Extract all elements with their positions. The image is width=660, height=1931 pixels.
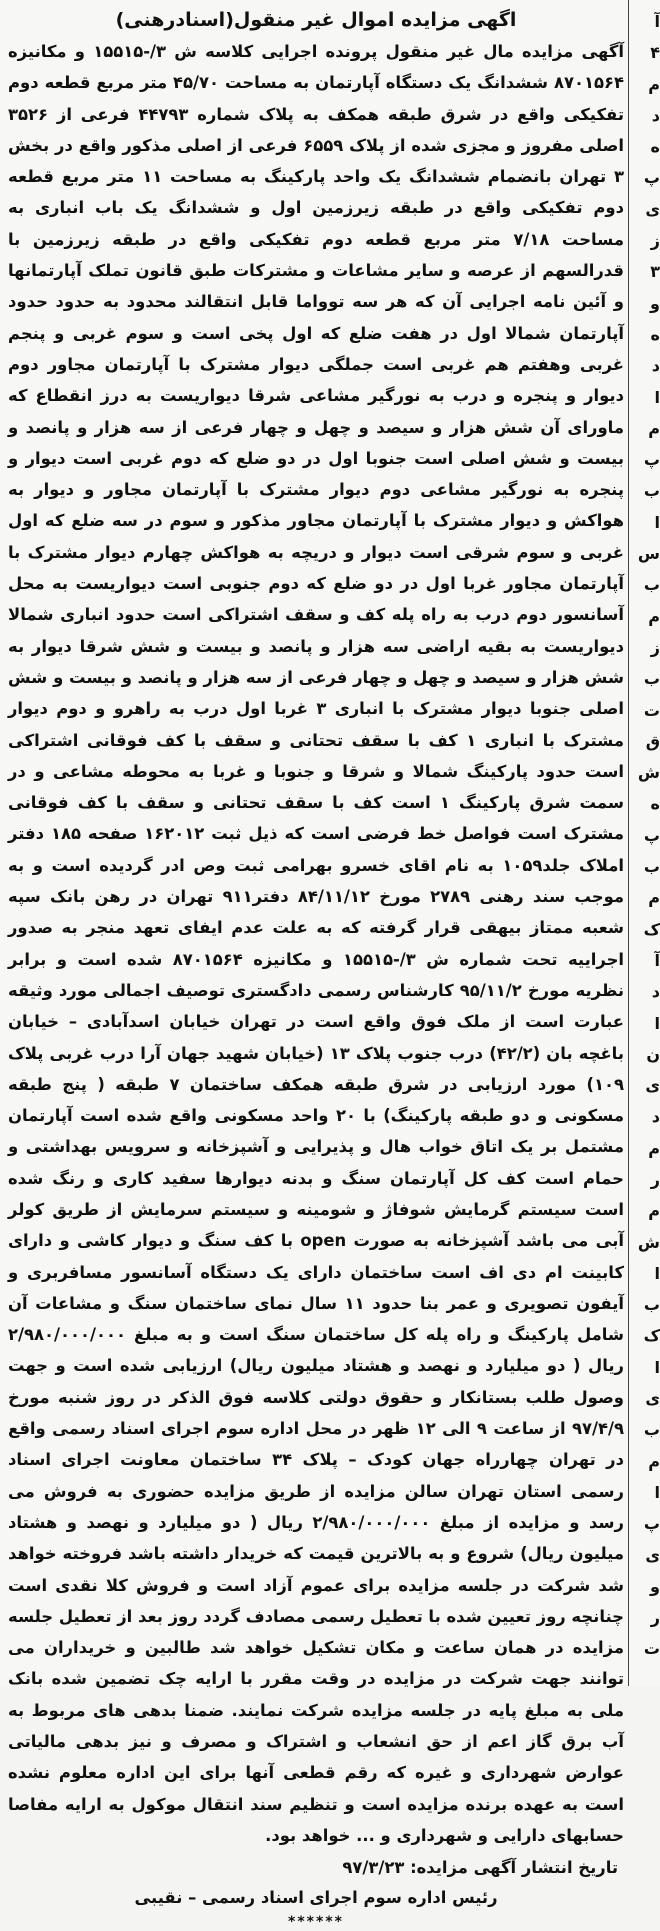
adjacent-fragment: ی xyxy=(645,199,660,219)
adjacent-fragment: پ xyxy=(643,450,660,470)
adjacent-fragment: ت xyxy=(643,700,660,720)
adjacent-fragment: پ xyxy=(643,825,660,845)
adjacent-fragment: م xyxy=(648,74,660,94)
adjacent-fragment: ۴ xyxy=(650,43,660,63)
adjacent-fragment: ش xyxy=(637,763,660,783)
adjacent-fragment: ن xyxy=(646,1044,660,1064)
signature-line: رئیس اداره سوم اجرای اسناد رسمی – نقیبی xyxy=(134,1888,498,1908)
adjacent-fragment: ز xyxy=(650,637,660,657)
adjacent-fragment: و xyxy=(650,1576,660,1596)
adjacent-fragment: پ xyxy=(643,1514,660,1534)
adjacent-fragment: ک xyxy=(643,1326,660,1346)
notice-title: اگهی مزایده اموال غیر منقول(اسنادرهنی) xyxy=(115,9,517,31)
adjacent-fragment: ز xyxy=(650,231,660,251)
notice-footer xyxy=(8,1853,624,1931)
column-divider xyxy=(628,0,629,1686)
adjacent-fragment: ر xyxy=(650,1169,660,1189)
adjacent-fragment: ب xyxy=(643,669,660,689)
adjacent-fragment: ا xyxy=(654,1482,660,1502)
publication-date: تاریخ انتشار آگهی مزایده: ۹۷/۳/۲۳ xyxy=(342,1858,618,1878)
adjacent-fragment: ا xyxy=(654,1357,660,1377)
adjacent-fragment: م xyxy=(648,418,660,438)
adjacent-fragment: ا xyxy=(654,1263,660,1283)
adjacent-fragment: ی xyxy=(645,1545,660,1565)
adjacent-fragment: د xyxy=(651,105,660,125)
end-stars: ****** xyxy=(288,1914,344,1931)
adjacent-fragment: ۳ xyxy=(650,262,660,282)
auction-notice xyxy=(8,6,624,1931)
adjacent-fragment: ک xyxy=(643,919,660,939)
adjacent-fragment: م xyxy=(648,1451,660,1471)
adjacent-fragment: ی xyxy=(645,1389,660,1409)
adjacent-fragment: آ xyxy=(654,12,660,31)
adjacent-fragment: ب xyxy=(643,575,660,595)
adjacent-fragment: ب xyxy=(643,1420,660,1440)
adjacent-fragment: ه xyxy=(650,137,660,157)
adjacent-fragment: پ xyxy=(643,168,660,188)
adjacent-fragment: م xyxy=(648,888,660,908)
adjacent-fragment: ه xyxy=(650,324,660,344)
adjacent-column-fragment xyxy=(632,6,660,1676)
adjacent-fragment: و xyxy=(650,293,660,313)
adjacent-fragment: ی xyxy=(645,1076,660,1096)
adjacent-fragment: م xyxy=(648,606,660,626)
adjacent-fragment: آ xyxy=(654,950,660,970)
adjacent-fragment: ب xyxy=(643,481,660,501)
adjacent-fragment: د xyxy=(651,982,660,1002)
adjacent-fragment: د xyxy=(651,356,660,376)
adjacent-fragment: ا xyxy=(654,512,660,532)
adjacent-fragment: م xyxy=(648,1138,660,1158)
adjacent-fragment: ا xyxy=(654,1013,660,1033)
adjacent-fragment: ر xyxy=(650,1608,660,1628)
adjacent-fragment: ا xyxy=(654,387,660,407)
adjacent-fragment: ت xyxy=(643,1639,660,1659)
adjacent-fragment: ب xyxy=(643,857,660,877)
adjacent-fragment: د xyxy=(651,1107,660,1127)
notice-body: آگهی مزایده مال غیر منقول پرونده اجرایی کلاسه ش ۳/-۱۵۵۱۵ و مکانیزه ۸۷۰۱۵۶۴ ششدانگ یک دستگاه آپارتمان به مساحت ۴۵/۷۰ متر مربع قطعه دوم تفکیکی واقع در شرق طبقه همکف به پلاک شماره ۴۴۷۹۳ فرعی از ۳۵۲۶ اصلی مفروز و مجزی شده از پلاک ۶۵۵۹ فرعی از اصلی مذکور واقع در بخش ۳ تهران بانضمام ششدانگ یک واحد پارکینگ به مساحت ۱۱ متر مربع قطعه دوم تفکیکی واقع در طبقه زیرزمین اول و ششدانگ یک باب انباری به مساحت ۷/۱۸ متر مربع قطعه دوم تفکیکی واقع در طبقه زیرزمین با قدرالسهم از عرصه و سایر مشاعات و مشترکات طبق قانون تملک آپارتمانها و آئین نامه اجرایی آن که هر سه توواما قابل انتقالند محدود به حدود حدود آپارتمان شمالا اول در هفت ضلع که اول پخی است و سوم غربی و پنجم غربی وهفتم هم غربی است جملگی دیوار مشترک با آپارتمان مجاور دوم دیوار و پنجره و درب به نورگیر مشاعی شرقا دیواریست به درز انقطاع که ماورای آن شش هزار و سیصد و چهل و چهار فرعی از سه هزار و پانصد و بیست و شش اصلی است جنوبا اول در دو ضلع که دوم غربی است دیوار و پنجره به نورگیر مشاعی دوم دیوار مشترک با آپارتمان مجاور و دیوار به هواکش و دیوار مشترک با آپارتمان مجاور مذکور و سوم در سه ضلع که اول غربی و سوم شرقی است دیوار و دریچه به هواکش چهارم دیوار مشترک با آپارتمان مجاور غربا اول در دو ضلع که دوم جنوبی است دیواریست به محل آسانسور دوم درب به راه پله کف و سقف اشتراکی است حدود انباری شمالا دیواریست به بقیه اراضی سه هزار و پانصد و بیست و شش شرقا دیوار به شش هزار و سیصد و چهل و چهار فرعی از سه هزار و پانصد و بیست و شش اصلی جنوبا دیوار مشترک با انباری ۳ غربا اول درب به راهرو و دوم دیوار مشترک با انباری ۱ کف با سقف تحتانی و سقف با کف فوقانی اشتراکی است حدود پارکینگ شمالا و شرقا و جنوبا و غربا به محوطه مشاعی و در سمت شرق پارکینگ ۱ است کف با سقف تحتانی و سقف با کف فوقانی مشترک است فواصل خط فرضی است که ذیل ثبت ۱۶۲۰۱۲ صفحه ۱۸۵ دفتر املاک جلد۱۰۵۹ به نام اقای خسرو بهرامی ثبت وص ادر گردیده است و به موجب سند رهنی ۲۷۸۹ مورخ ۸۴/۱۱/۱۲ دفتر۹۱۱ تهران در رهن بانک سپه شعبه ممتاز بیهقی قرار گرفته که به علت عدم ایفای تعهد منجر به صدور اجراییه تحت شماره ش ۳/-۱۵۵۱۵ و مکانیزه ۸۷۰۱۵۶۴ شده است و برابر نظریه مورخ ۹۵/۱۱/۲ کارشناس رسمی دادگستری توصیف اجمالی مورد وثیقه عبارت است از ملک فوق واقع است در تهران خیابان اسدآبادی – خیابان باغچه بان (۴۲/۲) درب جنوب پلاک ۱۳ (خیابان شهید جهان آرا درب غربی پلاک ۱۰۹) مورد ارزیابی در شرق طبقه همکف ساختمان ۷ طبقه ( پنج طبقه مسکونی و دو طبقه پارکینگ) با ۲۰ واحد مسکونی واقع شده است آپارتمان مشتمل بر یک اتاق خواب هال و پذیرایی و آشپزخانه و سرویس بهداشتی و حمام است کف کل آپارتمان سنگ و بدنه دیوارها سفید کاری و رنگ شده است سیستم گرمایش شوفاژ و شومینه و سیستم سرمایش از طریق کولر آبی می باشد آشپزخانه به صورت open با کف سنگ و دیوار کاشی و دارای کابینت ام دی اف است ساختمان دارای یک دستگاه آسانسور مسافربری و آیفون تصویری و عمر بنا حدود ۱۱ سال نمای ساختمان سنگ و مشاعات آن شامل پارکینگ و راه پله کل ساختمان سنگ است و به مبلغ ۲/۹۸۰/۰۰۰/۰۰۰ ریال ( دو میلیارد و نهصد و هشتاد میلیون ریال) ارزیابی شده است و جهت وصول طلب بستانکار و حقوق دولتی کلاسه فوق الذکر در روز شنبه مورخ ۹۷/۴/۹ از ساعت ۹ الی ۱۲ ظهر در محل اداره سوم اجرای اسناد رسمی واقع در تهران چهارراه جهان کودک – پلاک ۳۴ ساختمان معاونت اجرای اسناد رسمی استان تهران سالن مزایده از طریق مزایده حضوری به فروش می رسد و مزایده از مبلغ ۲/۹۸۰/۰۰۰/۰۰۰ ریال ( دو میلیارد و نهصد و هشتاد میلیون ریال) شروع و به بالاترین قیمت که خریدار داشته باشد فروخته خواهد شد شرکت در جلسه مزایده برای عموم آزاد است و فروش کلا نقدی است چنانچه روز تعیین شده با تعطیل رسمی مصادف گردد روز بعد از تعطیل جلسه مزایده در همان ساعت و مکان تشکیل خواهد شد طالبین و خریداران می توانند جهت شرکت در مزایده در وقت مقرر با ارایه چک تضمین شده بانک ملی به مبلغ پایه در جلسه مزایده شرکت نمایند. ضمنا بدهی های مربوط به آب برق گاز اعم از حق انشعاب و اشتراک و مصرف و نیز بدهی مالیاتی عوارض شهرداری و غیره که رقم قطعی آنها برای این اداره معلوم نشده است به عهده برنده مزایده است و تنظیم سند انتقال موکول به ارایه مفاصا حسابهای دارایی و شهرداری و ... خواهد بود. xyxy=(8,42,625,1845)
adjacent-fragment: ه xyxy=(650,794,660,814)
adjacent-fragment: ب xyxy=(643,1295,660,1315)
adjacent-fragment: ق xyxy=(645,731,660,751)
adjacent-fragment: س xyxy=(637,544,660,564)
adjacent-fragment: ش xyxy=(637,1232,660,1252)
adjacent-fragment: م xyxy=(648,1201,660,1221)
